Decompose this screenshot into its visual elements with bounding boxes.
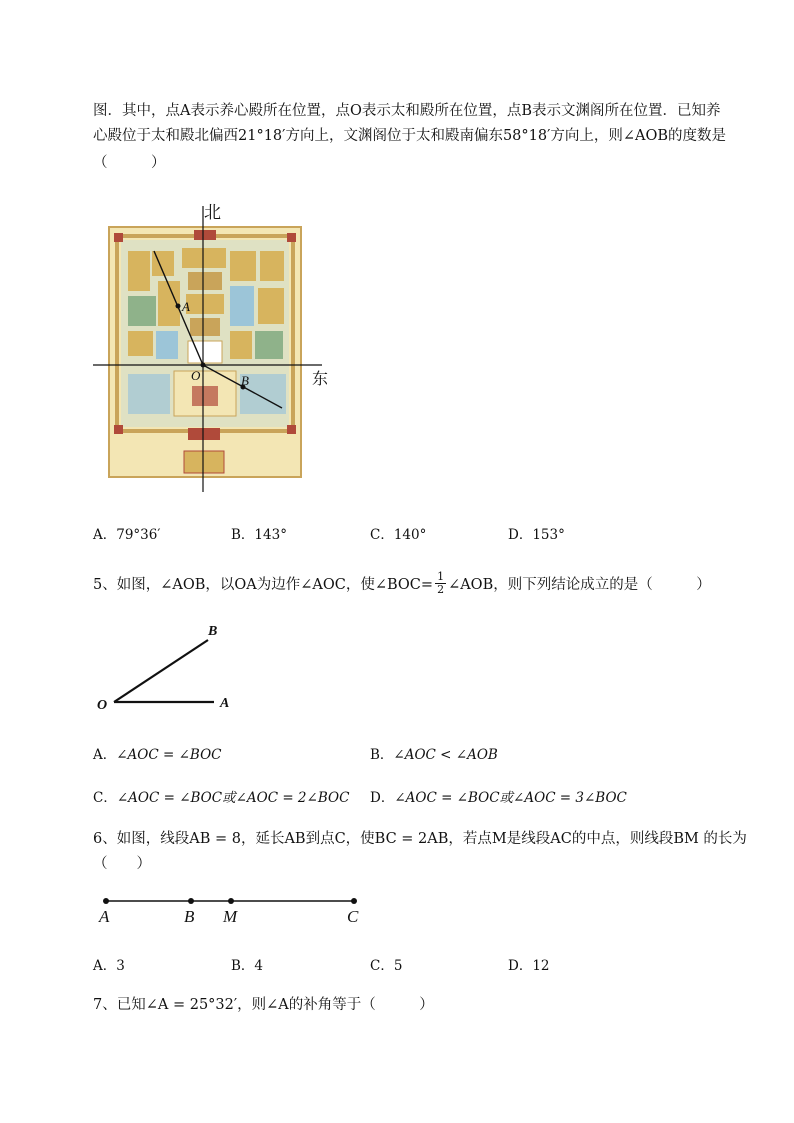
q5-option-c[interactable] [93,786,349,806]
q5-fraction-numerator: 1 [437,570,445,583]
q5-stem-after: ∠AOB，则下列结论成立的是（ ） [448,577,711,593]
option-text: 140° [393,527,427,543]
option-text: 143° [254,527,287,543]
option-text: ∠AOC = ∠BOC或∠AOC = 2∠BOC [116,790,350,806]
point-A [176,304,181,309]
point-B [188,898,194,904]
map-corner-tower-ne [287,233,296,242]
map-courtyard [188,341,222,363]
q5-fraction [435,571,446,596]
map-building [190,318,220,336]
label-C: C [347,907,359,926]
q7-stem: 7、已知∠A = 25°32′，则∠A的补角等于（ ） [93,997,434,1013]
map-building [230,251,256,281]
q5-option-a[interactable] [93,743,221,763]
label-A: A [220,696,230,711]
option-text: ∠AOC = ∠BOC [116,747,222,763]
q4-option-c[interactable] [370,523,426,543]
map-corner-tower-sw [114,425,123,434]
map-corner-tower-se [287,425,296,434]
option-key: B． [231,958,255,974]
option-text: 12 [532,958,550,974]
map-building [186,294,224,314]
q5-option-d[interactable] [370,786,627,806]
point-A [103,898,109,904]
map-building [188,272,222,290]
label-O: O [97,698,108,713]
option-text: 79°36′ [116,527,161,543]
point-M [228,898,234,904]
label-B: B [208,624,218,639]
q6-option-d[interactable] [508,954,550,974]
palace-map-figure [90,196,340,496]
q6-option-c[interactable] [370,954,402,974]
q5-stem-before: 5、如图，∠AOB，以OA为边作∠AOC，使∠BOC= [93,577,434,593]
q5-stem [93,571,711,596]
option-key: A． [93,527,117,543]
option-text: 153° [532,527,565,543]
option-text: 3 [116,958,125,974]
option-key: D． [508,527,533,543]
map-corner-tower-nw [114,233,123,242]
q4-stem-line2: 心殿位于太和殿北偏西21°18′方向上，文渊阁位于太和殿南偏东58°18′方向上，则∠AOB的度数是 [93,128,727,144]
label-M: M [223,907,238,926]
q4-answer-blank: （ ） [93,155,166,171]
label-A: A [182,299,190,314]
option-key: A． [93,958,117,974]
q4-stem-line1: 图．其中，点A表示养心殿所在位置，点O表示太和殿所在位置，点B表示文渊阁所在位置．已知养 [93,103,721,119]
option-text: 5 [393,958,403,974]
q5-fraction-denominator: 2 [437,583,445,596]
segment-figure [90,888,380,930]
option-key: D． [370,790,395,806]
map-building [128,374,170,414]
point-O [201,363,206,368]
map-building [258,288,284,324]
option-key: B． [370,747,394,763]
label-A: A [99,907,110,926]
map-building [156,331,178,359]
q4-option-d[interactable] [508,523,565,543]
map-building [230,286,254,326]
label-east: 东 [312,371,329,388]
map-meridian-gate [184,451,224,473]
map-garden [128,296,156,326]
q6-option-b[interactable] [231,954,263,974]
label-B: B [241,373,249,388]
map-building [182,248,226,268]
option-text: ∠AOC = ∠BOC或∠AOC = 3∠BOC [394,790,627,806]
option-text: ∠AOC < ∠AOB [393,747,498,763]
angle-aob-figure [90,618,250,718]
map-garden [255,331,283,359]
label-O: O [191,368,201,383]
q5-option-b[interactable] [370,743,498,763]
option-key: C． [370,527,394,543]
q4-option-b[interactable] [231,523,287,543]
map-building [128,251,150,291]
option-key: C． [93,790,117,806]
option-key: C． [370,958,394,974]
ray-OB [114,640,208,702]
q4-option-a[interactable] [93,523,160,543]
map-building [230,331,252,359]
option-key: D． [508,958,533,974]
map-building [192,386,218,406]
map-building [128,331,153,356]
q6-option-a[interactable] [93,954,125,974]
label-north: 北 [204,203,221,222]
map-south-gate [188,428,220,440]
q6-stem-line1: 6、如图，线段AB = 8，延长AB到点C，使BC = 2AB，若点M是线段AC的中点，则线段BM 的长为 [93,831,747,847]
label-B: B [184,907,195,926]
option-text: 4 [254,958,264,974]
map-north-gate [194,230,216,240]
point-C [351,898,357,904]
q6-answer-blank: （ ） [93,856,151,872]
option-key: A． [93,747,117,763]
option-key: B． [231,527,255,543]
map-building [260,251,284,281]
